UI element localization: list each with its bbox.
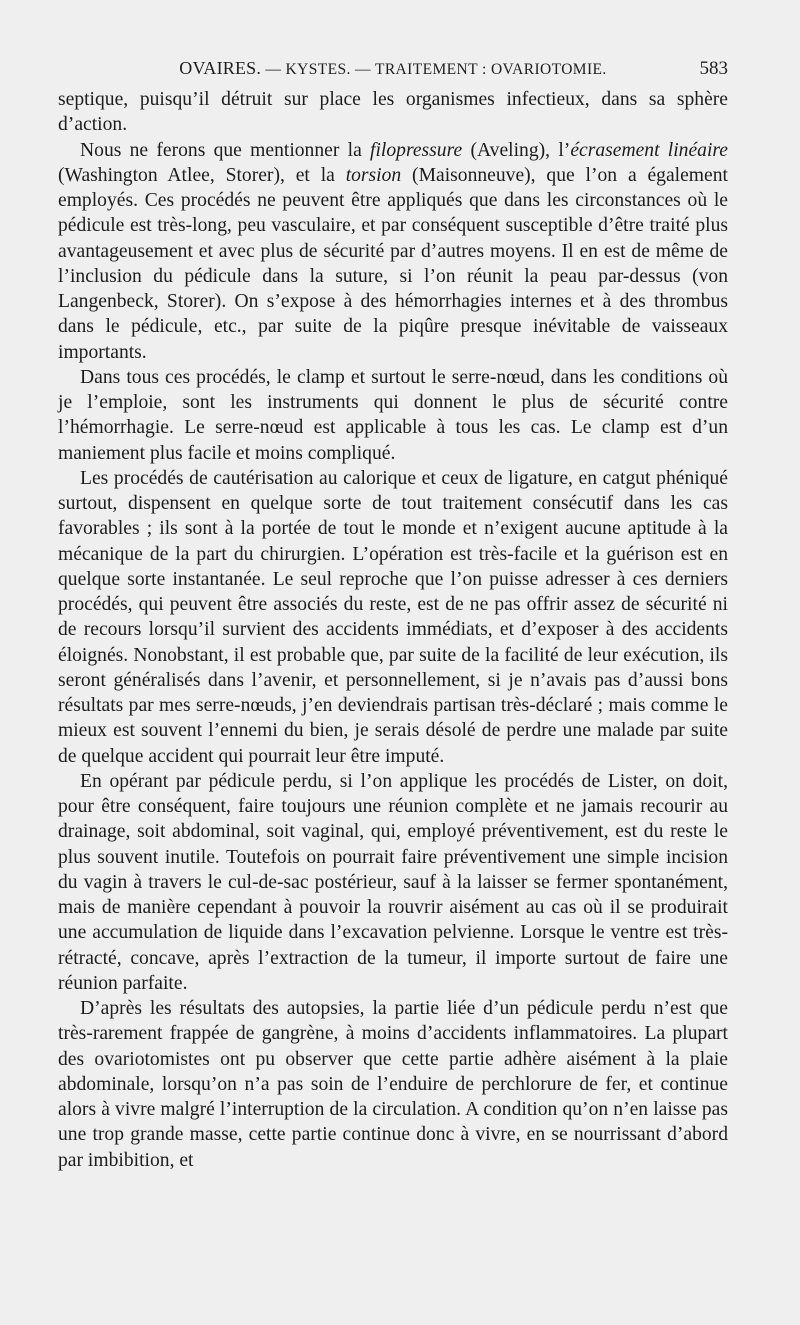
paragraph: Nous ne ferons que mentionner la filopressure (Aveling), l’écrasement linéaire (Washington Atlee, Storer), et la torsion (Maisonneuve), que l’on a également employés. Ces procédés ne peuvent être appliqués que dans les circonstances où le pédicule est très-long, peu vasculaire, et par conséquent susceptible d’être traité plus avantageusement et avec plus de sécurité par d’autres moyens. Il en est de même de l’inclusion du pédicule dans la suture, si l’on réunit la peau par-dessus (von Langenbeck, Storer). On s’expose à des hémorrhagies internes et à des thrombus dans le pédicule, etc., par suite de la piqûre presque inévitable de vaisseaux importants. (58, 139, 729, 363)
paragraph: Dans tous ces procédés, le clamp et surtout le serre-nœud, dans les conditions où je l’emploie, sont les instruments qui donnent le plus de sécurité contre l’hémorrhagie. Le serre-nœud est applicable à tous les cas. Le clamp est d’un maniement plus facile et moins compliqué. (58, 366, 728, 464)
page-number: 583 (699, 58, 728, 79)
paragraph: D’après les résultats des autopsies, la partie liée d’un pédicule perdu n’est que très-rarement frappée de gangrène, à moins d’accidents inflammatoires. La plupart des ovariotomistes ont pu observer que cette partie adhère aisément à la plaie abdominale, lorsqu’on n’a pas soin de l’enduire de perchlorure de fer, et continue alors à vivre malgré l’interruption de la circulation. A condition qu’on n’en laisse pas une trop grande masse, cette partie continue donc à vivre, en se nourrissant d’abord par imbibition, et (58, 998, 728, 1171)
paragraph: Les procédés de cautérisation au calorique et ceux de ligature, en catgut phéniqué surtout, dispensent en quelque sorte de tout traitement consécutif dans les cas favorables ; ils sont à la portée de tout le monde et n’exigent aucune aptitude à la mécanique de la part du chirurgien. L’opération est très-facile et la guérison est en quelque sorte instantanée. Le seul reproche que l’on puisse adresser à ces derniers procédés, qui peuvent être associés du reste, est de ne pas offrir assez de sécurité ni de recours lorsqu’il survient des accidents immédiats, et d’exposer à des accidents éloignés. Nonobstant, il est probable que, par suite de la facilité de leur exécution, ils seront généralisés dans l’avenir, et personnellement, si je n’avais pas d’aussi bons résultats par mes serre-nœuds, j’en deviendrais partisan très-déclaré ; mais comme le mieux est souvent l’ennemi du bien, je serais désolé de perdre une malade par suite de quelque accident qui pourrait leur être imputé. (58, 467, 728, 767)
running-title-main: OVAIRES. (179, 58, 262, 78)
body-text (58, 87, 728, 1173)
paragraph: En opérant par pédicule perdu, si l’on applique les procédés de Lister, on doit, pour être conséquent, faire toujours une réunion complète et ne jamais recourir au drainage, soit abdominal, soit vaginal, qui, employé préventivement, est du reste le plus souvent inutile. Toutefois on pourrait faire préventivement une simple incision du vagin à travers le cul-de-sac postérieur, sauf à la laisser se fermer spontanément, mais de manière cependant à pouvoir la rouvrir aisément au cas où il se produirait une accumulation de liquide dans l’excavation pelvienne. Lorsque le ventre est très-rétracté, concave, après l’extraction de la tumeur, il importe surtout de faire une réunion parfaite. (58, 770, 728, 994)
paragraph: septique, puisqu’il détruit sur place les organismes infectieux, dans sa sphère d’action. (58, 89, 728, 136)
running-head (58, 58, 728, 86)
running-title-rest: — KYSTES. — TRAITEMENT : OVARIOTOMIE. (261, 61, 607, 78)
running-title (58, 58, 728, 79)
